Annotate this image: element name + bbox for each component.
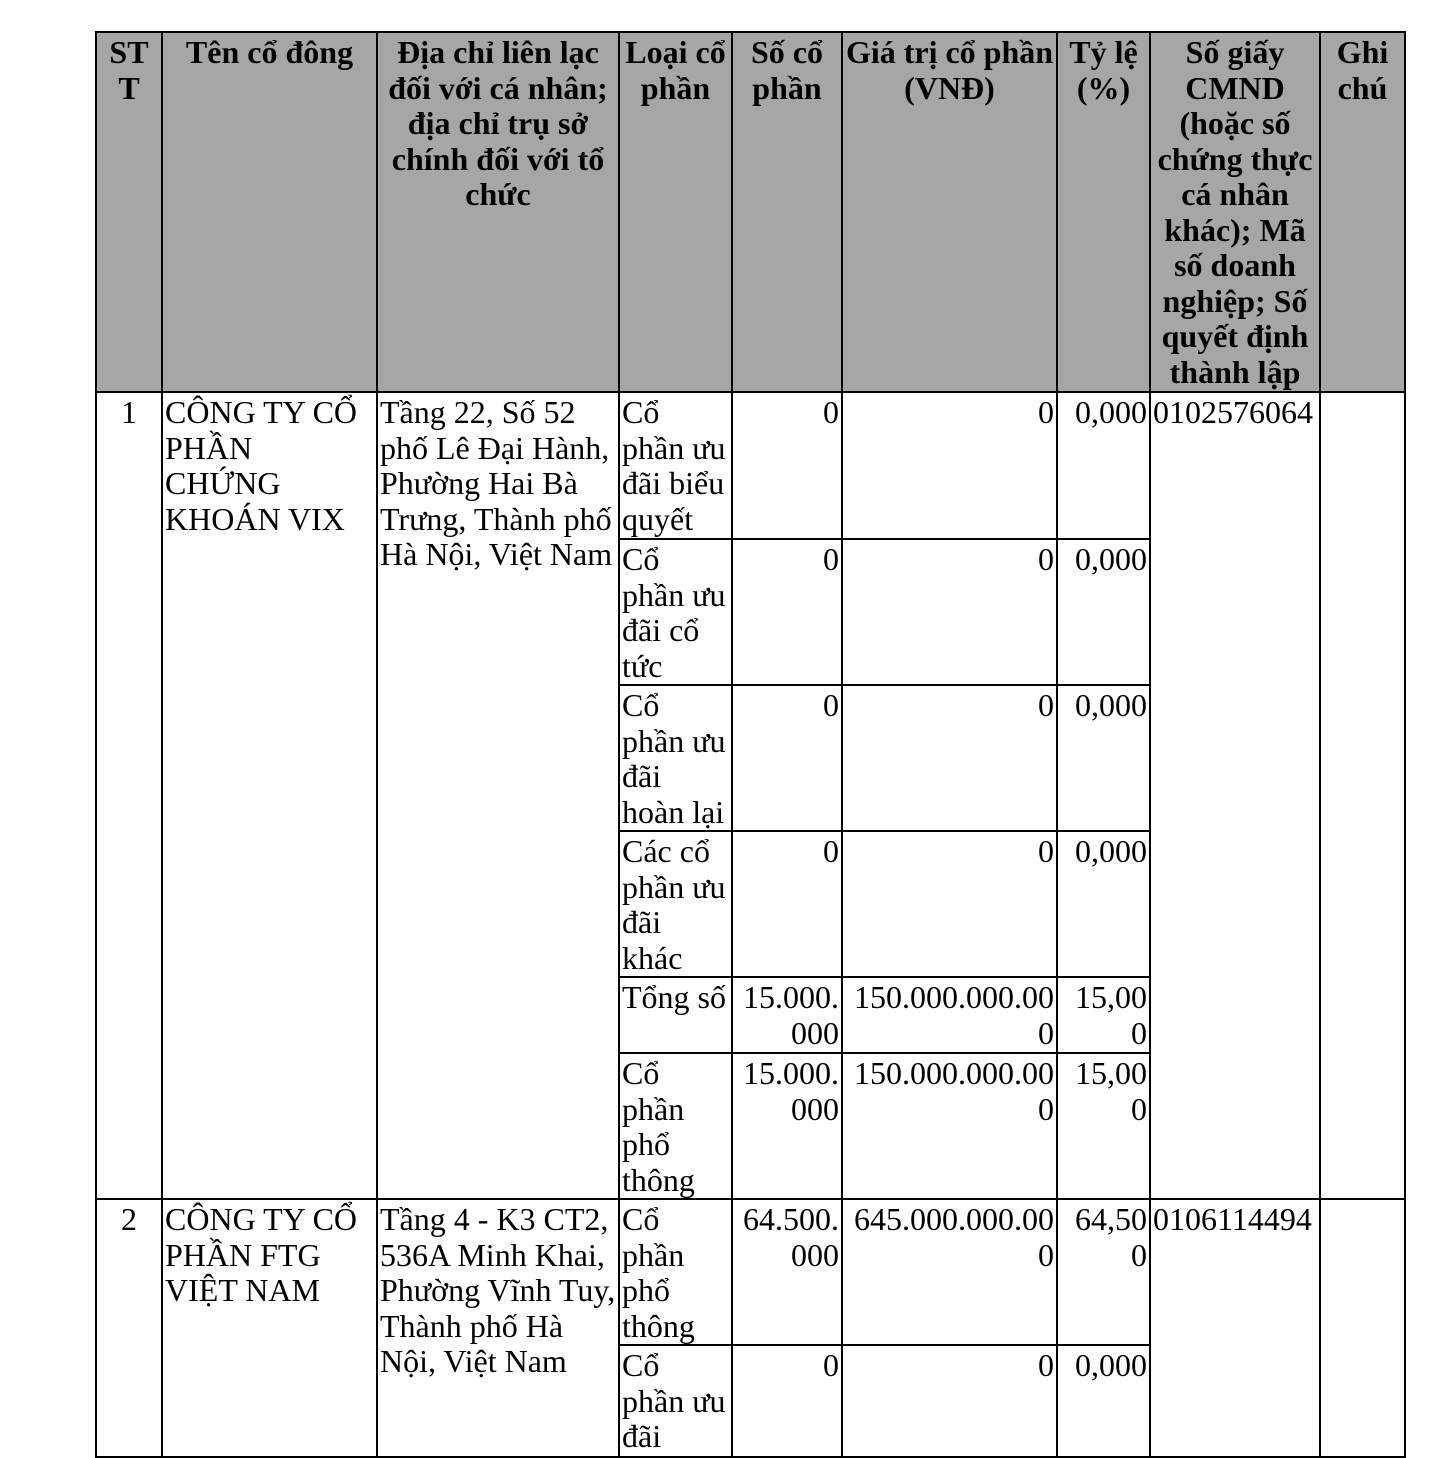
table-row [96,392,1405,539]
cell-share-value: 0 [842,1345,1057,1457]
cell-id-number: 0106114494 [1150,1199,1320,1457]
cell-shareholder-name: CÔNG TY CỔ PHẦN CHỨNG KHOÁN VIX [162,392,377,1199]
cell-shareholder-name: CÔNG TY CỔ PHẦN FTG VIỆT NAM [162,1199,377,1457]
cell-share-count: 0 [732,392,842,539]
header-shareholder-name: Tên cổ đông [162,32,377,392]
cell-ratio: 0,000 [1057,392,1150,539]
cell-share-type: Cổ phần ưu đãi hoàn lại [619,685,732,831]
header-share-value: Giá trị cổ phần (VNĐ) [842,32,1057,392]
table-header-row [96,32,1405,392]
cell-stt: 1 [96,392,162,1199]
cell-share-count: 0 [732,539,842,685]
cell-address: Tầng 4 - K3 CT2, 536A Minh Khai, Phường Vĩnh Tuy, Thành phố Hà Nội, Việt Nam [377,1199,619,1457]
cell-ratio: 64,500 [1057,1199,1150,1345]
cell-share-count: 0 [732,831,842,977]
cell-stt: 2 [96,1199,162,1457]
cell-share-count: 15.000.000 [732,977,842,1053]
header-id-number: Số giấy CMND (hoặc số chứng thực cá nhân khác); Mã số doanh nghiệp; Số quyết định thành lập [1150,32,1320,392]
cell-share-count: 0 [732,1345,842,1457]
shareholder-table [95,31,1406,1458]
cell-share-value: 0 [842,392,1057,539]
cell-share-type: Cổ phần phổ thông [619,1053,732,1199]
cell-share-value: 0 [842,539,1057,685]
cell-share-count: 64.500.000 [732,1199,842,1345]
header-stt: STT [96,32,162,392]
cell-share-value: 150.000.000.000 [842,1053,1057,1199]
header-address: Địa chỉ liên lạc đối với cá nhân; địa chỉ trụ sở chính đối với tổ chức [377,32,619,392]
cell-note [1320,1199,1405,1457]
cell-share-type: Cổ phần ưu đãi [619,1345,732,1457]
shareholder-table-container [95,31,1406,1458]
cell-share-count: 15.000.000 [732,1053,842,1199]
header-note: Ghi chú [1320,32,1405,392]
cell-share-value: 645.000.000.000 [842,1199,1057,1345]
cell-share-value: 0 [842,685,1057,831]
cell-ratio: 15,000 [1057,977,1150,1053]
header-share-count: Số cổ phần [732,32,842,392]
cell-note [1320,392,1405,1199]
cell-ratio: 0,000 [1057,685,1150,831]
cell-share-type: Tổng số [619,977,732,1053]
cell-address: Tầng 22, Số 52 phố Lê Đại Hành, Phường Hai Bà Trưng, Thành phố Hà Nội, Việt Nam [377,392,619,1199]
cell-share-value: 0 [842,831,1057,977]
cell-ratio: 0,000 [1057,1345,1150,1457]
cell-share-type: Các cổ phần ưu đãi khác [619,831,732,977]
cell-share-count: 0 [732,685,842,831]
cell-share-value: 150.000.000.000 [842,977,1057,1053]
cell-ratio: 15,000 [1057,1053,1150,1199]
cell-id-number: 0102576064 [1150,392,1320,1199]
cell-share-type: Cổ phần phổ thông [619,1199,732,1345]
header-ratio: Tỷ lệ (%) [1057,32,1150,392]
cell-ratio: 0,000 [1057,831,1150,977]
cell-ratio: 0,000 [1057,539,1150,685]
table-row [96,1199,1405,1345]
cell-share-type: Cổ phần ưu đãi cổ tức [619,539,732,685]
header-share-type: Loại cổ phần [619,32,732,392]
cell-share-type: Cổ phần ưu đãi biểu quyết [619,392,732,539]
